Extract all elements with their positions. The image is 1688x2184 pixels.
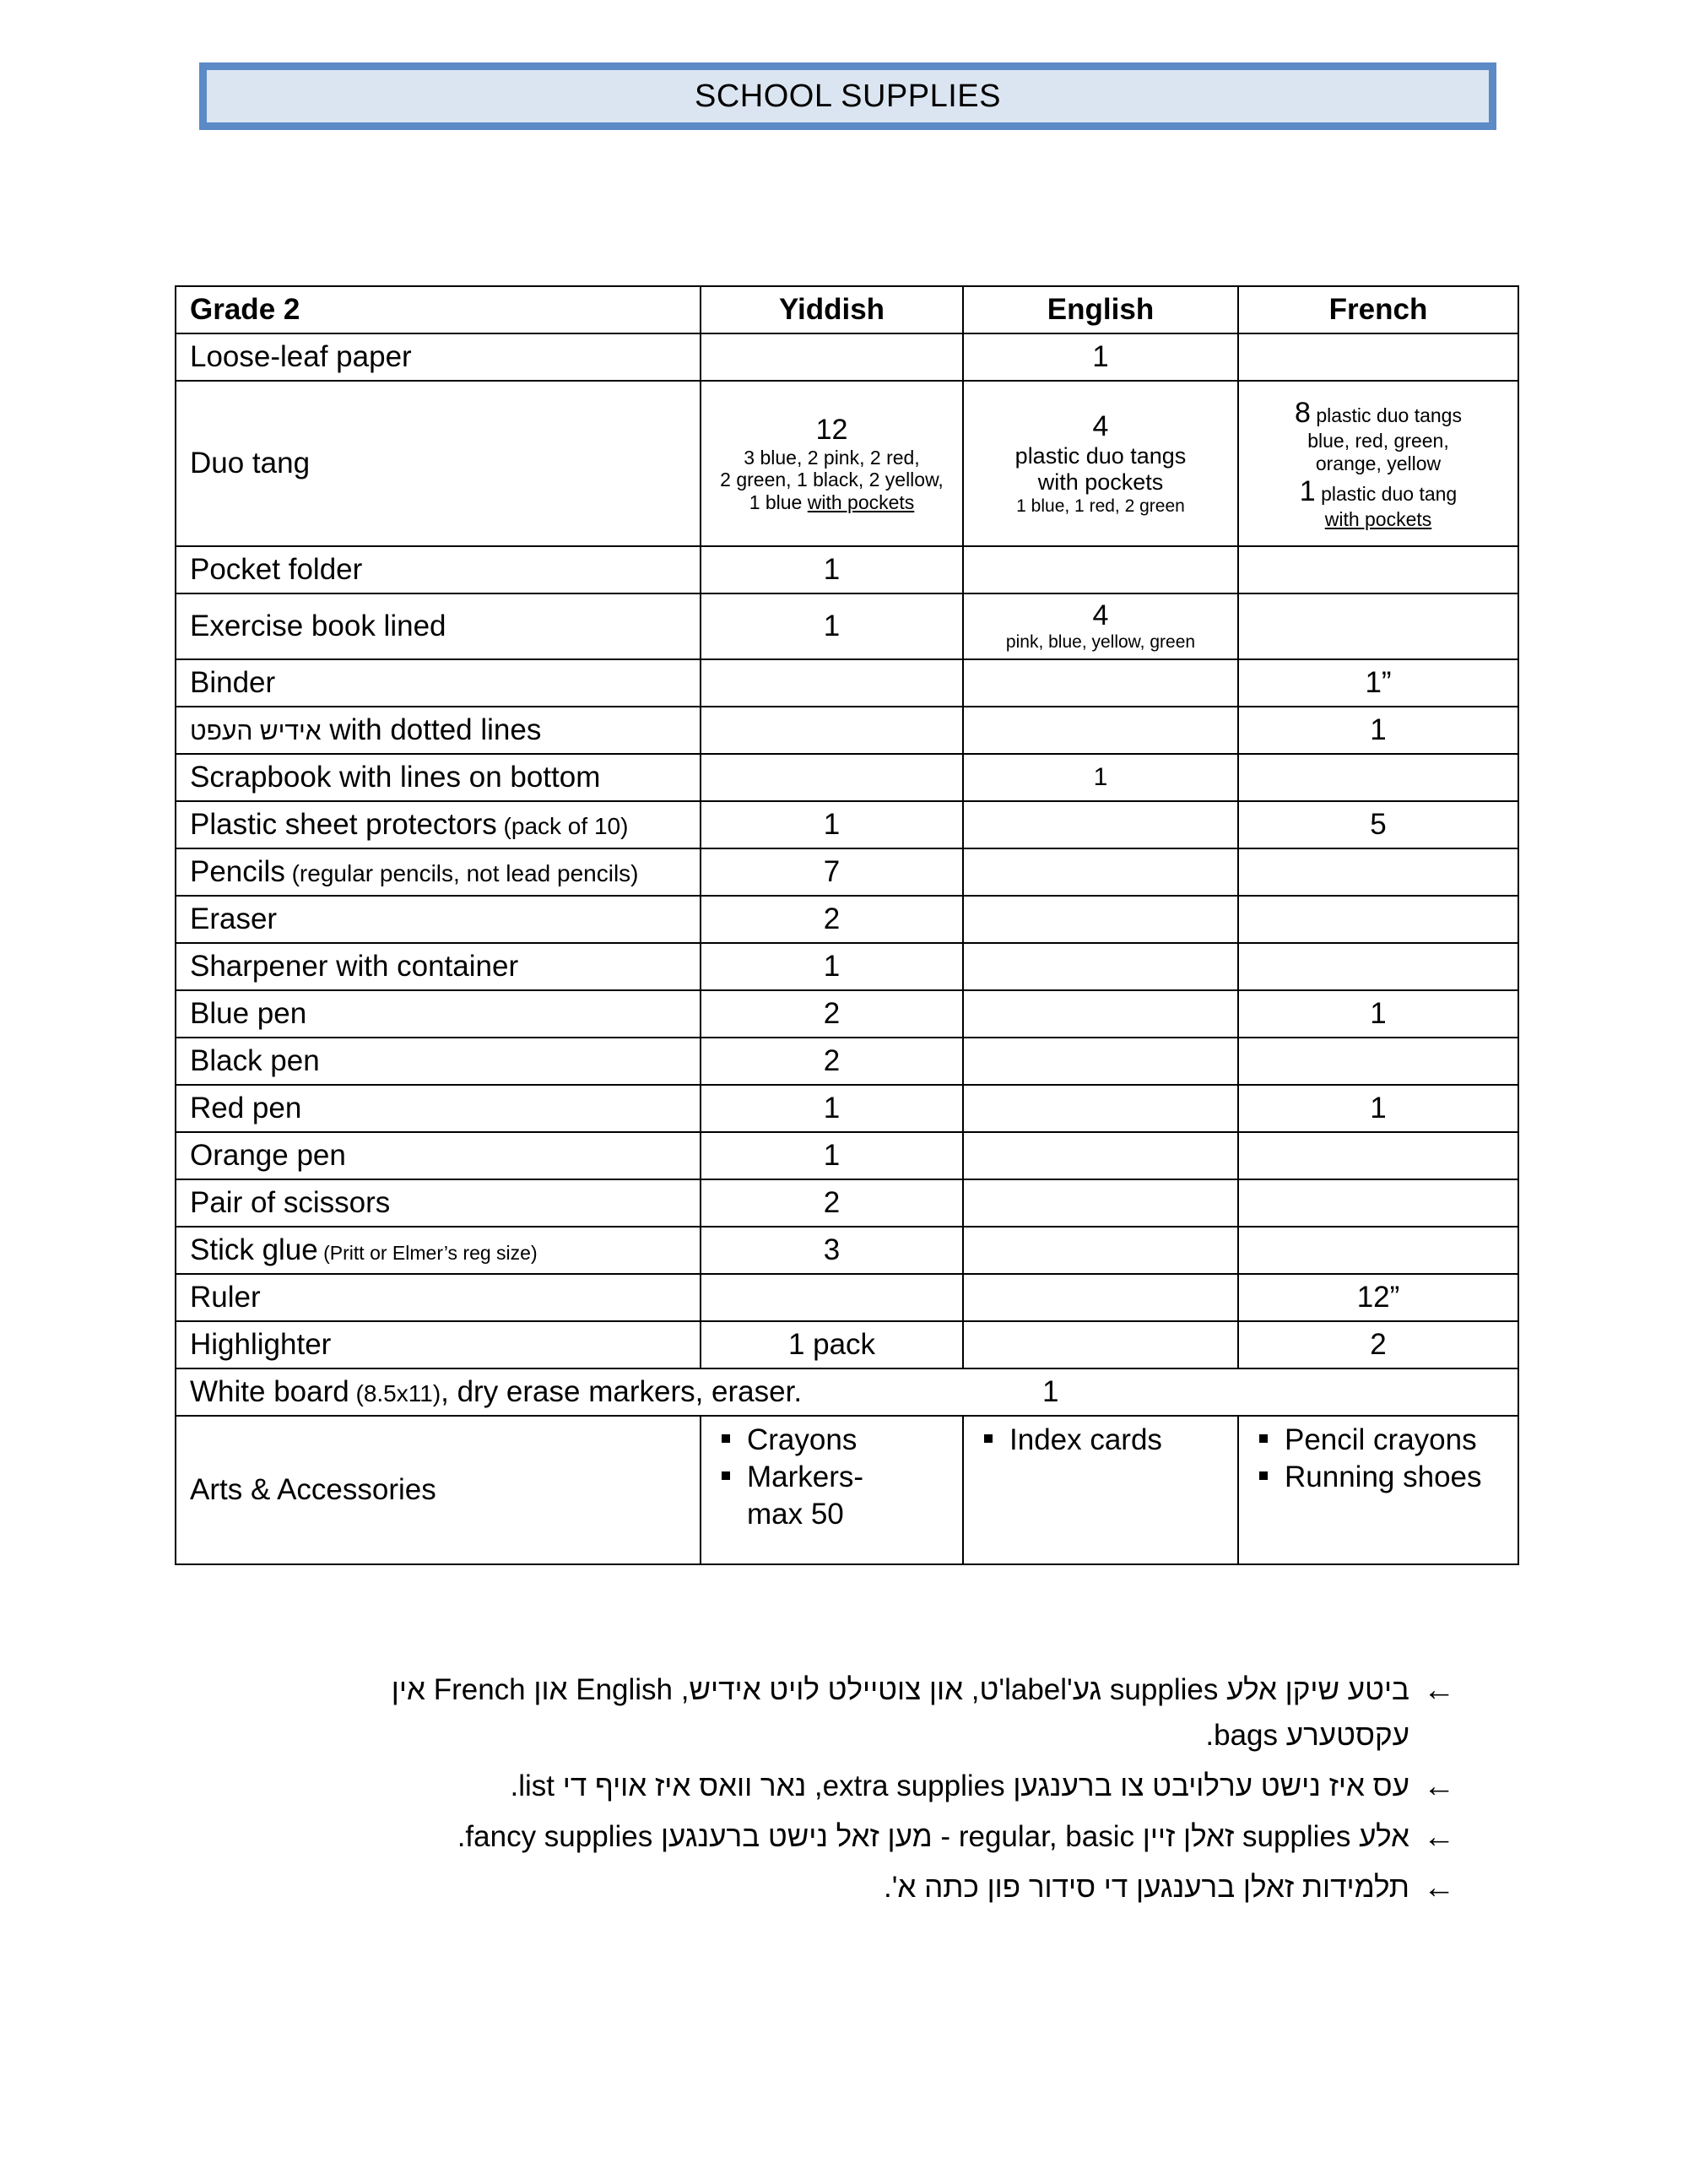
duo-tang-french-line1: [1252, 396, 1504, 430]
table-row: [176, 1132, 1518, 1179]
item-name: Ruler: [176, 1274, 701, 1321]
list-item-text: Pencil crayons: [1285, 1423, 1477, 1456]
duo-tang-french-count2: 1: [1299, 475, 1316, 508]
duo-tang-french-line2: blue, red, green,: [1307, 430, 1449, 453]
table-row: [176, 1038, 1518, 1085]
item-name-note: (regular pencils, not lead pencils): [284, 859, 639, 886]
item-name: Sharpener with container: [176, 943, 701, 990]
item-name: Black pen: [176, 1038, 701, 1085]
left-arrow-icon: ←: [1423, 1672, 1455, 1708]
item-name-main: Stick glue: [190, 1233, 318, 1266]
english-qty: [963, 801, 1238, 848]
item-name-rest: , dry erase markers, eraser.: [441, 1374, 803, 1408]
list-item-text: Index cards: [1009, 1423, 1162, 1456]
yiddish-qty: 2: [701, 1179, 963, 1227]
table-row: [176, 1179, 1518, 1227]
item-name-rest: with dotted lines: [321, 713, 542, 746]
table-row: [176, 801, 1518, 848]
note-item: [270, 1667, 1469, 1759]
yiddish-qty: 1: [701, 943, 963, 990]
list-item: [977, 1422, 1224, 1459]
list-item-text: max 50: [747, 1497, 844, 1531]
item-name: Eraser: [176, 896, 701, 943]
item-name-note: (pack of 10): [496, 812, 629, 839]
yiddish-qty: [701, 754, 963, 801]
arts-yiddish-list: [715, 1422, 949, 1532]
note-text: תלמידות זאלן ברענגען די סידור פון כתה א'.: [884, 1871, 1409, 1904]
english-qty: [963, 381, 1238, 546]
table-row: [176, 754, 1518, 801]
item-name-main: Pencils: [190, 854, 285, 888]
left-arrow-icon: ←: [1423, 1769, 1455, 1804]
header-french: French: [1238, 286, 1518, 333]
french-qty: [1238, 1038, 1518, 1085]
item-name: Blue pen: [176, 990, 701, 1038]
yiddish-qty: 2: [701, 990, 963, 1038]
item-name: [176, 1227, 701, 1274]
supplies-table: [175, 285, 1519, 1565]
item-name: Pair of scissors: [176, 1179, 701, 1227]
note-text: ביטע שיקן אלע supplies גע'label'ט, און צוטיילט לויט אידיש, English און French אין עקסטערע bags.: [391, 1673, 1409, 1752]
duo-tang-french-line4: [1252, 474, 1504, 508]
french-qty: [1238, 333, 1518, 381]
duo-tang-yiddish-line3a: 1 blue: [749, 490, 808, 513]
duo-tang-french-count1: 8: [1295, 397, 1311, 430]
note-item: [270, 1865, 1469, 1910]
exercise-book-english-note: pink, blue, yellow, green: [1005, 632, 1196, 653]
note-item: [270, 1764, 1469, 1809]
item-name-note: (8.5x11): [349, 1379, 441, 1406]
list-item: [1252, 1422, 1504, 1459]
item-name-main: White board: [190, 1374, 349, 1408]
english-qty: [963, 1132, 1238, 1179]
arts-english-list: [977, 1422, 1224, 1459]
french-qty: [1238, 546, 1518, 593]
duo-tang-french-text2: plastic duo tang: [1315, 483, 1458, 506]
yiddish-qty: [701, 1416, 963, 1564]
table-row: [176, 943, 1518, 990]
table-row: [176, 1227, 1518, 1274]
yiddish-qty: 1: [701, 593, 963, 659]
item-name-note: (Pritt or Elmer’s reg size): [317, 1241, 538, 1264]
list-item-text: Crayons: [747, 1423, 858, 1456]
yiddish-qty: 1: [701, 801, 963, 848]
yiddish-qty: 2: [701, 896, 963, 943]
item-name: [176, 848, 701, 896]
duo-tang-yiddish-count: 12: [815, 413, 848, 446]
item-name: [176, 707, 701, 754]
duo-tang-english-line3: 1 blue, 1 red, 2 green: [1016, 496, 1185, 516]
table-row: [176, 1274, 1518, 1321]
duo-tang-yiddish-line1: 3 blue, 2 pink, 2 red,: [744, 446, 920, 469]
header-english: English: [963, 286, 1238, 333]
yiddish-qty: [701, 381, 963, 546]
yiddish-qty: 2: [701, 1038, 963, 1085]
french-qty: 1: [1238, 1085, 1518, 1132]
item-name: Scrapbook with lines on bottom: [176, 754, 701, 801]
english-qty: [963, 593, 1238, 659]
item-name: Loose-leaf paper: [176, 333, 701, 381]
french-qty: [1238, 943, 1518, 990]
english-qty: [963, 707, 1238, 754]
item-name-hebrew: אידיש העפט: [190, 717, 322, 745]
title-banner: [199, 62, 1496, 130]
english-qty: [963, 1416, 1238, 1564]
french-qty: 1”: [1238, 659, 1518, 707]
table-row: [176, 896, 1518, 943]
english-qty: [963, 943, 1238, 990]
duo-tang-english-line1: plastic duo tangs: [1014, 443, 1187, 469]
duo-tang-yiddish-line3: [715, 491, 949, 513]
yiddish-qty: 1: [701, 1085, 963, 1132]
yiddish-qty: 7: [701, 848, 963, 896]
item-name: Duo tang: [176, 381, 701, 546]
yiddish-qty: [701, 333, 963, 381]
table-row: [176, 546, 1518, 593]
english-qty: [963, 1227, 1238, 1274]
english-qty: 1: [963, 333, 1238, 381]
arts-french-list: [1252, 1422, 1504, 1496]
table-row: [176, 1416, 1518, 1564]
french-qty: [1238, 1416, 1518, 1564]
table-row: [176, 1368, 1518, 1416]
table-row: [176, 848, 1518, 896]
table-row: [176, 990, 1518, 1038]
english-qty: [963, 848, 1238, 896]
exercise-book-english-count: 4: [1092, 599, 1109, 632]
yiddish-qty: 3: [701, 1227, 963, 1274]
yiddish-qty: 1 pack: [701, 1321, 963, 1368]
yiddish-qty: [701, 1274, 963, 1321]
french-qty: [1238, 593, 1518, 659]
list-item: [715, 1422, 949, 1459]
yiddish-qty: 1: [701, 546, 963, 593]
notes-section: [270, 1667, 1469, 1916]
english-qty: [963, 1274, 1238, 1321]
header-yiddish: Yiddish: [701, 286, 963, 333]
list-item: [1252, 1459, 1504, 1496]
english-qty: [963, 1038, 1238, 1085]
note-text: אלע supplies זאלן זיין regular, basic - מען זאל נישט ברענגען fancy supplies.: [457, 1820, 1409, 1853]
english-qty: [963, 1179, 1238, 1227]
french-qty: 5: [1238, 801, 1518, 848]
french-qty: [1238, 1132, 1518, 1179]
french-qty: 2: [1238, 1321, 1518, 1368]
french-qty: [1238, 896, 1518, 943]
item-name: Orange pen: [176, 1132, 701, 1179]
duo-tang-yiddish-line2: 2 green, 1 black, 2 yellow,: [720, 469, 944, 491]
yiddish-qty: [701, 707, 963, 754]
item-name: Arts & Accessories: [176, 1416, 701, 1564]
yiddish-qty: 1: [701, 1132, 963, 1179]
item-name: Highlighter: [176, 1321, 701, 1368]
english-qty: [963, 1321, 1238, 1368]
note-item: [270, 1814, 1469, 1860]
french-qty: [1238, 1179, 1518, 1227]
french-qty: [1238, 848, 1518, 896]
item-name: Pocket folder: [176, 546, 701, 593]
white-board-cell: [176, 1368, 1518, 1416]
english-qty: [963, 990, 1238, 1038]
duo-tang-french-text1: plastic duo tangs: [1310, 404, 1462, 427]
duo-tang-french-line3: orange, yellow: [1315, 452, 1442, 474]
list-item: [715, 1459, 949, 1496]
english-qty: 1: [963, 754, 1238, 801]
duo-tang-english-count: 4: [1092, 410, 1109, 443]
item-name: Exercise book lined: [176, 593, 701, 659]
table-row: [176, 1085, 1518, 1132]
item-name-main: Plastic sheet protectors: [190, 807, 497, 841]
title-banner-inner: [207, 70, 1489, 122]
list-item-text: Markers-: [747, 1460, 864, 1493]
french-qty: 1: [1238, 990, 1518, 1038]
english-qty: [963, 896, 1238, 943]
english-qty: [963, 546, 1238, 593]
white-board-qty: 1: [1042, 1374, 1059, 1408]
french-qty: 12”: [1238, 1274, 1518, 1321]
table-row: [176, 707, 1518, 754]
left-arrow-icon: ←: [1423, 1870, 1455, 1905]
yiddish-qty: [701, 659, 963, 707]
duo-tang-english-line2: with pockets: [1037, 469, 1164, 496]
note-text: עס איז נישט ערלויבט צו ברענגען extra supplies, נאר וואס איז אויף די list.: [510, 1769, 1409, 1802]
header-grade: Grade 2: [176, 286, 701, 333]
duo-tang-yiddish-line3b: with pockets: [807, 490, 915, 513]
list-item-continuation: [715, 1496, 949, 1533]
english-qty: [963, 659, 1238, 707]
english-qty: [963, 1085, 1238, 1132]
table-row: [176, 659, 1518, 707]
french-qty: [1238, 754, 1518, 801]
duo-tang-french-line5: with pockets: [1324, 508, 1432, 531]
item-name: Red pen: [176, 1085, 701, 1132]
item-name: Binder: [176, 659, 701, 707]
table-row: [176, 1321, 1518, 1368]
item-name: [176, 801, 701, 848]
page-title: SCHOOL SUPPLIES: [695, 78, 1001, 114]
list-item-text: Running shoes: [1285, 1460, 1482, 1493]
left-arrow-icon: ←: [1423, 1819, 1455, 1855]
french-qty: 1: [1238, 707, 1518, 754]
french-qty: [1238, 1227, 1518, 1274]
table-row: [176, 333, 1518, 381]
table-row: [176, 593, 1518, 659]
french-qty: [1238, 381, 1518, 546]
table-header-row: [176, 286, 1518, 333]
table-row: [176, 381, 1518, 546]
